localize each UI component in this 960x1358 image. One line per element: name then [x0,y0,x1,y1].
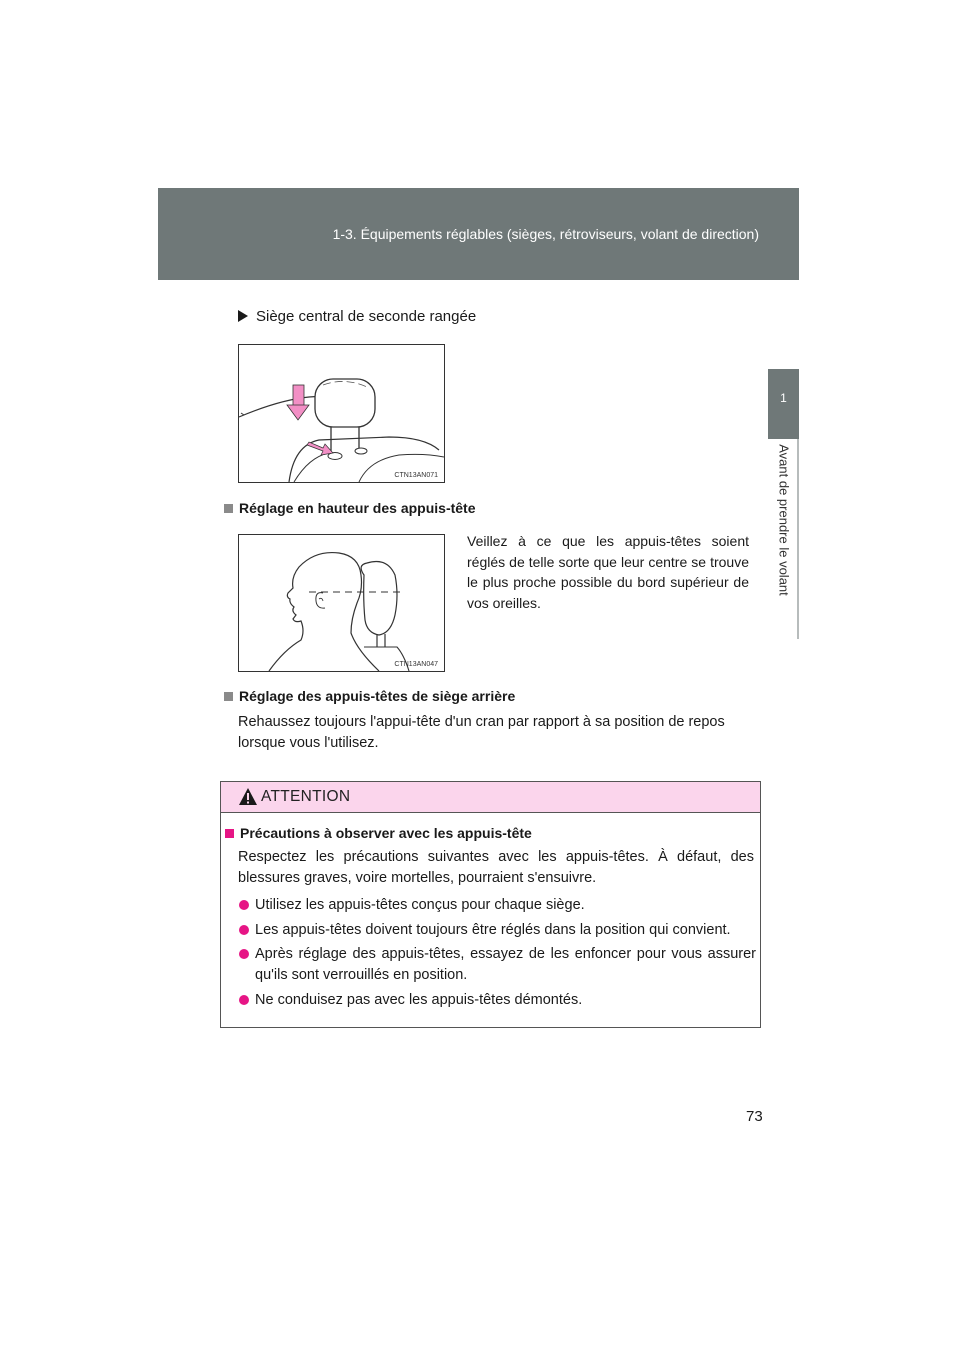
bullet-dot-icon [239,995,249,1005]
subsection-heading-text: Réglage des appuis-têtes de siège arrière [239,688,516,704]
page-number: 73 [746,1108,763,1125]
chapter-tab [768,369,799,439]
attention-bullet [238,990,756,1011]
rear-headrest-instructions: Rehaussez toujours l'appui-tête d'un cran par rapport à sa position de repos lorsque vous l'utilisez. [238,714,725,751]
subsection-heading [224,688,515,704]
bullet-text: Après réglage des appuis-têtes, essayez de les enfoncer pour vous assurer qu'ils sont verrouillés en position. [255,946,756,983]
figure-code: CTN13AN047 [394,661,438,668]
square-bullet-icon [224,692,233,701]
bullet-dot-icon [239,949,249,959]
section-heading-text: Siège central de seconde rangée [256,308,477,325]
headrest-figure [238,344,445,483]
headrest-height-instructions: Veillez à ce que les appuis-têtes soient réglés de telle sorte que leur centre se trouve le plus proche possible du bord supérieur de vos oreilles. [467,533,749,611]
attention-box [220,781,761,1028]
triangle-bullet-icon [238,310,248,322]
subsection-heading-text: Réglage en hauteur des appuis-tête [239,500,476,516]
section-heading [238,308,476,325]
square-bullet-icon [225,829,234,838]
bullet-text: Les appuis-têtes doivent toujours être réglés dans la position qui convient. [255,922,731,938]
head-position-figure [238,534,445,672]
attention-bullet [238,944,756,986]
warning-icon [238,787,258,806]
subsection-heading [224,500,476,516]
attention-bullet [238,895,756,916]
chapter-title: Avant de prendre le volant [776,444,792,596]
attention-subheading-text: Précautions à observer avec les appuis-tête [240,825,532,841]
attention-title: ATTENTION [261,788,351,805]
section-title: 1-3. Équipements réglables (sièges, rétroviseurs, volant de direction) [332,226,759,242]
section-header-band [158,188,799,280]
bullet-text: Utilisez les appuis-têtes conçus pour chaque siège. [255,897,585,913]
figure-code: CTN13AN071 [394,472,438,479]
bullet-dot-icon [239,900,249,910]
attention-header [221,782,760,813]
attention-intro: Respectez les précautions suivantes avec les appuis-têtes. À défaut, des blessures graves, voire mortelles, pourraient s'ensuivre. [238,849,754,886]
chapter-number: 1 [780,391,787,405]
bullet-text: Ne conduisez pas avec les appuis-têtes démontés. [255,992,583,1008]
attention-subheading [225,825,532,841]
head-profile-illustration [239,535,444,671]
headrest-illustration [239,345,444,482]
bullet-dot-icon [239,925,249,935]
square-bullet-icon [224,504,233,513]
attention-bullet [238,920,756,941]
